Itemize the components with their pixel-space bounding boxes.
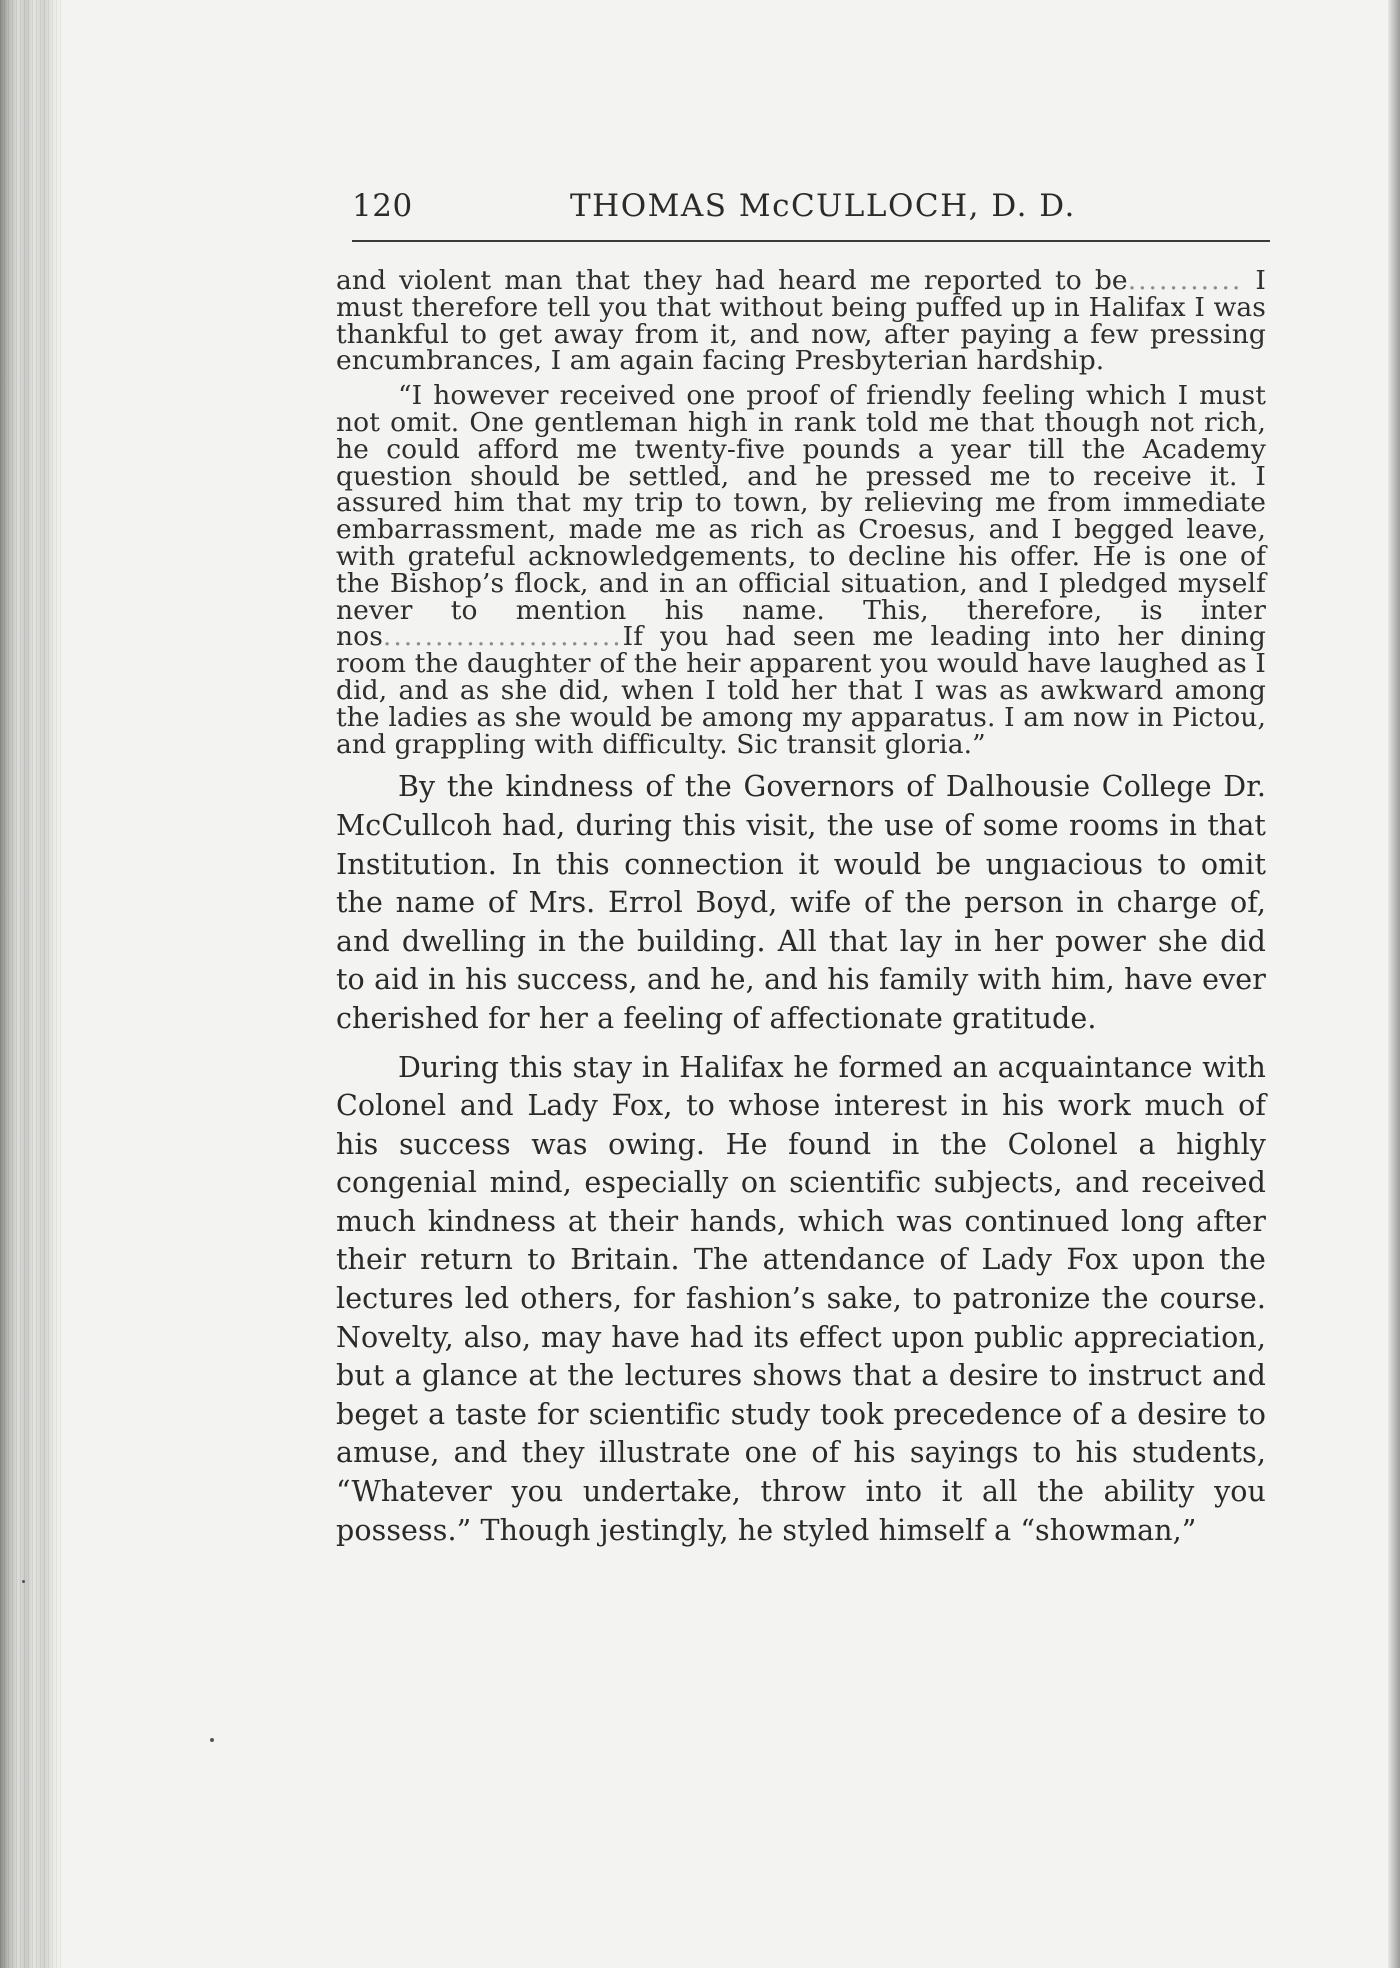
right-page-edge [1388,0,1400,1968]
paper-speck [210,1738,214,1742]
ellipsis-dots: ........... [1127,265,1243,296]
quoted-p2-start: “I however received one proof of friendly feeling which I must not omit. One gentleman high in rank told me that though not rich, he could afford me twenty-five pounds a year till the Academy question should be settled, and he pressed me to receive it. I assured him that my trip to town, by relieving me from immediate embarrassment, made me as rich as Croesus, and I begged leave, with grateful acknowledgements, to decline his offer. He is one of the Bishop’s flock, and in an official situation, and I pledged myself never to mention his name. This, therefore, is inter nos [336,380,1266,653]
ellipsis-dots: ....................... [382,621,623,653]
quoted-paragraph-1 [336,265,1266,377]
narrative-paragraph-1: By the kindness of the Governors of Dalhousie College Dr. McCullcoh had, during this visit, the use of some rooms in that Institution. In this connection it would be ungıacious to omit the name of Mrs. Errol Boyd, wife of the person in charge of, and dwelling in the building. All that lay in her power she did to aid in his success, and he, and his family with him, have ever cherished for her a feeling of affectionate gratitude. [336,770,1266,1035]
page-number: 120 [352,188,413,224]
paper-speck [22,1580,25,1583]
quoted-p1-start: and violent man that they had heard me reported to be [336,265,1128,296]
quoted-p2-end: If you had seen me leading into her dining room the daughter of the heir apparent you would have laughed as I did, and as she did, when I told her that I was as awkward among the ladies as she would be among my apparatus. I am now in Pictou, and grappling with difficulty. Sic transit gloria.” [336,621,1266,760]
quoted-p1-end: I must therefore tell you that without being puffed up in Halifax I was thankful to get away from it, and now, after paying a few pressing encumbrances, I am again facing Presbyterian hardship. [336,265,1266,377]
spacer [336,758,1266,768]
page-header [352,188,1270,234]
header-rule [352,240,1270,242]
quoted-paragraph-2 [336,380,1266,760]
page-stack-lines [0,0,62,1968]
page-body [336,265,1266,1550]
spacer [336,1039,1266,1049]
running-title: THOMAS McCULLOCH, D. D. [570,188,1076,224]
narrative-paragraph-2: During this stay in Halifax he formed an acquaintance with Colonel and Lady Fox, to whose interest in his work much of his success was owing. He found in the Colonel a highly congenial mind, especially on scientific subjects, and received much kindness at their hands, which was continued long after their return to Britain. The attendance of Lady Fox upon the lectures led others, for fashion’s sake, to patronize the course. Novelty, also, may have had its effect upon public appreciation, but a glance at the lectures shows that a desire to instruct and beget a taste for scientific study took precedence of a desire to amuse, and they illustrate one of his sayings to his students, “Whatever you undertake, throw into it all the ability you possess.” Though jestingly, he styled himself a “showman,” [336,1050,1266,1547]
